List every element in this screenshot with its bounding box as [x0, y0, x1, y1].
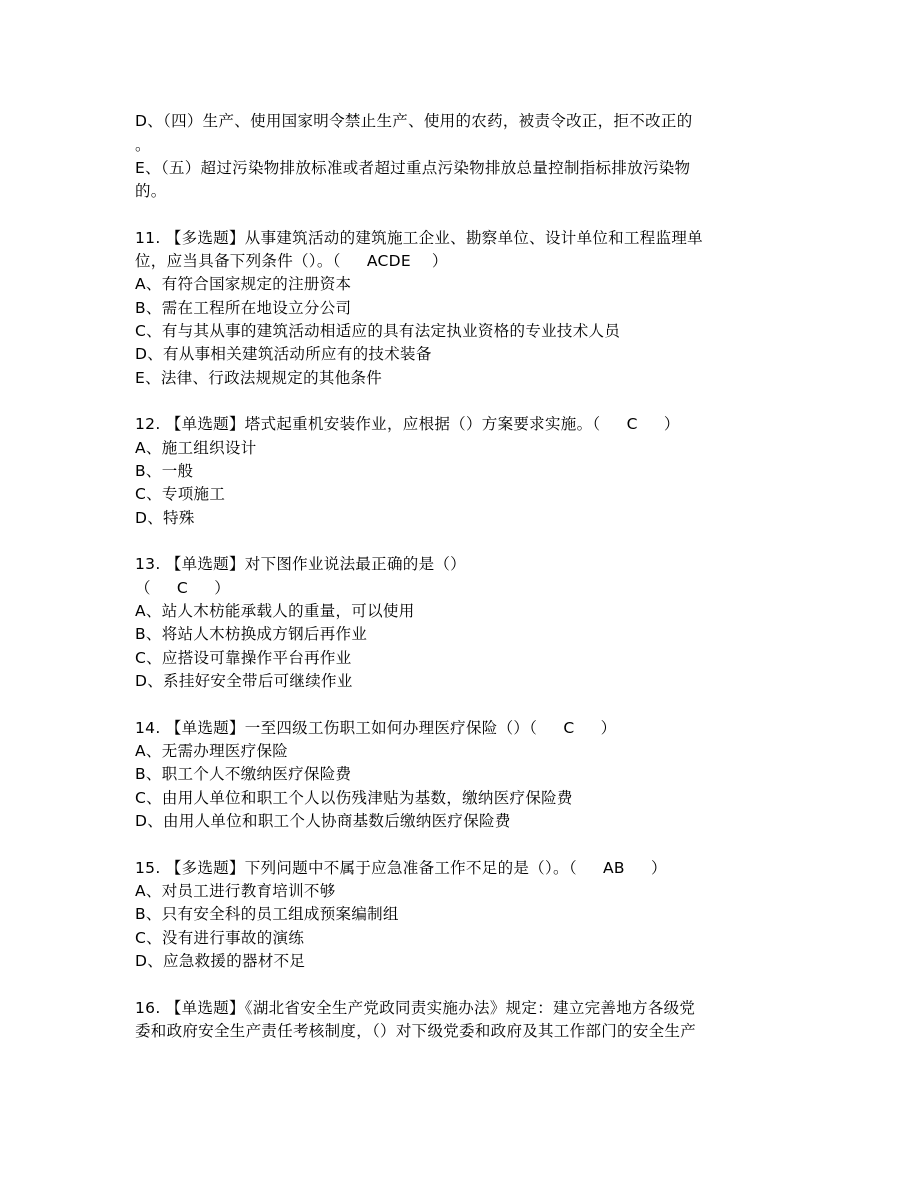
continued-option-e-wrap: 的。 — [135, 182, 167, 200]
question-14-option-b: B、职工个人不缴纳医疗保险费 — [135, 765, 352, 783]
question-11-stem-1: 11. 【多选题】从事建筑活动的建筑施工企业、勘察单位、设计单位和工程监理单 — [135, 229, 703, 247]
question-12-option-c: C、专项施工 — [135, 485, 226, 503]
question-12-option-d: D、特殊 — [135, 509, 195, 527]
question-11-option-e: E、法律、行政法规规定的其他条件 — [135, 369, 383, 387]
question-11-option-d: D、有从事相关建筑活动所应有的技术装备 — [135, 345, 432, 363]
question-15-option-b: B、只有安全科的员工组成预案编制组 — [135, 905, 399, 923]
question-11-stem-2: 位，应当具备下列条件（）。（ ACDE ） — [135, 252, 448, 270]
question-13-option-b: B、将站人木枋换成方钢后再作业 — [135, 625, 368, 643]
continued-option-e: E、（五）超过污染物排放标准或者超过重点污染物排放总量控制指标排放污染物 — [135, 159, 691, 177]
question-15-option-c: C、没有进行事故的演练 — [135, 929, 305, 947]
question-15-stem-1: 15. 【多选题】下列问题中不属于应急准备工作不足的是（）。（ AB ） — [135, 859, 667, 877]
question-11-option-b: B、需在工程所在地设立分公司 — [135, 299, 352, 317]
question-12-option-a: A、施工组织设计 — [135, 439, 257, 457]
question-13-stem-1: 13. 【单选题】对下图作业说法最正确的是（） — [135, 555, 466, 573]
question-14-option-c: C、由用人单位和职工个人以伤残津贴为基数，缴纳医疗保险费 — [135, 789, 573, 807]
continued-option-d: D、（四）生产、使用国家明令禁止生产、使用的农药，被责令改正，拒不改正的 — [135, 112, 693, 130]
question-12-option-b: B、一般 — [135, 462, 194, 480]
question-13-option-d: D、系挂好安全带后可继续作业 — [135, 672, 353, 690]
question-13-option-a: A、站人木枋能承载人的重量，可以使用 — [135, 602, 415, 620]
question-13-option-c: C、应搭设可靠操作平台再作业 — [135, 649, 352, 667]
continued-option-d-wrap: 。 — [135, 136, 151, 154]
question-11-option-a: A、有符合国家规定的注册资本 — [135, 275, 352, 293]
question-14-option-d: D、由用人单位和职工个人协商基数后缴纳医疗保险费 — [135, 812, 511, 830]
question-14-stem-1: 14. 【单选题】一至四级工伤职工如何办理医疗保险（）（ C ） — [135, 719, 617, 737]
question-15-option-a: A、对员工进行教育培训不够 — [135, 882, 336, 900]
question-12-stem-1: 12. 【单选题】塔式起重机安装作业，应根据（）方案要求实施。（ C ） — [135, 415, 680, 433]
question-15-option-d: D、应急救援的器材不足 — [135, 952, 306, 970]
question-11-option-c: C、有与其从事的建筑活动相适应的具有法定执业资格的专业技术人员 — [135, 322, 621, 340]
question-16-stem-2: 委和政府安全生产责任考核制度，（）对下级党委和政府及其工作部门的安全生产 — [135, 1022, 697, 1040]
question-16-stem-1: 16. 【单选题】《湖北省安全生产党政同责实施办法》规定：建立完善地方各级党 — [135, 999, 696, 1017]
question-14-option-a: A、无需办理医疗保险 — [135, 742, 289, 760]
question-13-stem-2: （ C ） — [135, 579, 230, 597]
